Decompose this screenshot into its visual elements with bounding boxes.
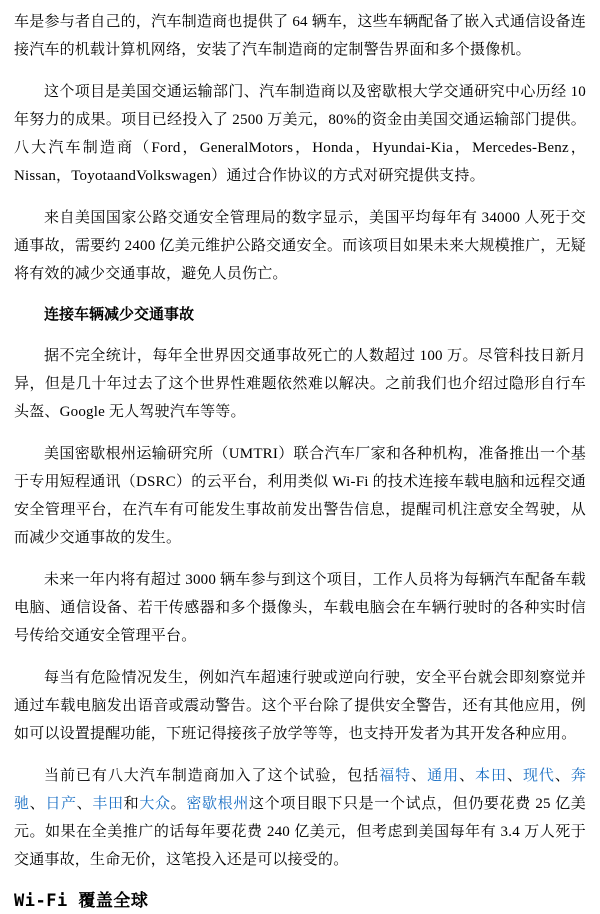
- link-separator: 、: [459, 768, 476, 784]
- paragraph-prefix: 当前已有八大汽车制造商加入了这个试验，包括: [44, 768, 380, 784]
- paragraph-middle: 。: [170, 796, 187, 812]
- link-separator: 、: [506, 768, 523, 784]
- link-manufacturer[interactable]: 福特: [379, 768, 412, 784]
- link-separator: 、: [29, 796, 46, 812]
- section-heading-wifi: Wi-Fi 覆盖全球: [14, 891, 149, 911]
- link-manufacturer[interactable]: 通用: [427, 768, 460, 784]
- paragraph: 据不完全统计，每年全世界因交通事故死亡的人数超过 100 万。尽管科技日新月异，但是几十年过去了这个世界性难题依然难以解决。之前我们也介绍过隐形自行车头盔、Google 无人驾驶汽车等等。: [14, 348, 586, 420]
- link-michigan[interactable]: 密歇根州: [186, 796, 249, 812]
- paragraph: 未来一年内将有超过 3000 辆车参与到这个项目，工作人员将为每辆汽车配备车载电脑、通信设备、若干传感器和多个摄像头，车载电脑会在车辆行驶时的各种实时信号传给交通安全管理平台。: [14, 572, 586, 644]
- link-manufacturer[interactable]: 现代: [522, 768, 555, 784]
- link-manufacturer[interactable]: 本田: [475, 768, 507, 784]
- paragraph: 车是参与者自己的，汽车制造商也提供了 64 辆车，这些车辆配备了嵌入式通信设备连接汽车的机载计算机网络，安装了汽车制造商的定制警告界面和多个摄像机。: [14, 14, 586, 58]
- link-manufacturer[interactable]: 丰田: [92, 796, 124, 812]
- link-separator: 和: [123, 796, 140, 812]
- paragraph-suffix: 这个项目眼下只是一个试点，但仍要花费 25 亿美元。如果在全美推广的话每年要花费 240 亿美元，但考虑到美国每年有 3.4 万人死于交通事故，生命无价，这笔投入还是可以接受的。: [14, 796, 587, 868]
- paragraph: 来自美国国家公路交通安全管理局的数字显示，美国平均每年有 34000 人死于交通事故，需要约 2400 亿美元维护公路交通安全。而该项目如果未来大规模推广，无疑将有效的减少交通事故，避免人员伤亡。: [14, 210, 586, 282]
- section-heading: 连接车辆减少交通事故: [44, 307, 195, 323]
- paragraph: 这个项目是美国交通运输部门、汽车制造商以及密歇根大学交通研究中心历经 10 年努力的成果。项目已经投入了 2500 万美元，80%的资金由美国交通运输部门提供。八大汽车制造商（Ford，GeneralMotors，Honda，Hyundai-Kia，Mercedes-Benz，Nissan，ToyotaandVolkswagen）通过合作协议的方式对研究提供支持。: [14, 84, 586, 184]
- paragraph: 美国密歇根州运输研究所（UMTRI）联合汽车厂家和各种机构，准备推出一个基于专用短程通讯（DSRC）的云平台，利用类似 Wi-Fi 的技术连接车载电脑和远程交通安全管理平台，在汽车有可能发生事故前发出警告信息，提醒司机注意安全驾驶，从而减少交通事故的发生。: [14, 446, 586, 546]
- paragraph-with-links: [14, 762, 586, 874]
- paragraph: 每当有危险情况发生，例如汽车超速行驶或逆向行驶，安全平台就会即刻察觉并通过车载电脑发出语音或震动警告。这个平台除了提供安全警告，还有其他应用，例如可以设置提醒功能，下班记得接孩子放学等等，也支持开发者为其开发各种应用。: [14, 670, 586, 742]
- link-separator: 、: [554, 768, 571, 784]
- link-separator: 、: [76, 796, 93, 812]
- link-manufacturer[interactable]: 日产: [45, 796, 77, 812]
- link-manufacturer[interactable]: 大众: [139, 796, 171, 812]
- link-separator: 、: [411, 768, 428, 784]
- link-manufacturer[interactable]: 奔驰: [14, 768, 587, 812]
